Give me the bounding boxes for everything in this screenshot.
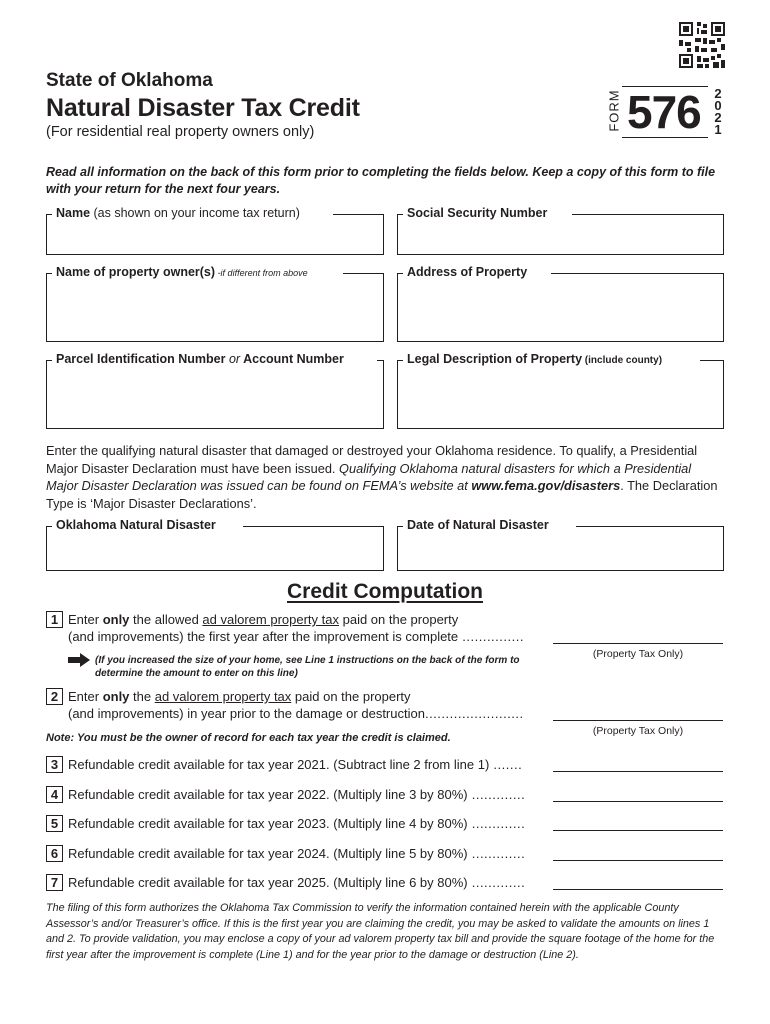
line-5-amount[interactable] xyxy=(553,830,723,831)
line-3-amount[interactable] xyxy=(553,771,723,772)
disaster-instructions: Enter the qualifying natural disaster that damaged or destroyed your Oklahoma residence. To qualify, a Presidential Major Disaster Declaration must have been issued. Qualifying Oklahoma natural disasters for which a Presidential Major Disaster Declaration was issued can be found on FEMA’s website at www.fema.gov/disasters. The Declaration Type is ‘Major Disaster Declarations’. xyxy=(46,443,718,511)
line-5-number: 5 xyxy=(46,815,63,832)
ssn-field[interactable] xyxy=(397,206,724,255)
owner-note: Note: You must be the owner of record for each tax year the credit is claimed. xyxy=(46,732,451,744)
line-2-number: 2 xyxy=(46,688,63,705)
line-7-number: 7 xyxy=(46,874,63,891)
property-address-field-label: Address of Property xyxy=(404,265,530,279)
disaster-date-field[interactable] xyxy=(397,518,724,571)
legal-description-field-label: Legal Description of Property (include county) xyxy=(404,352,665,366)
natural-disaster-field[interactable] xyxy=(46,518,384,571)
property-owner-field-label: Name of property owner(s) -if different from above xyxy=(53,265,311,279)
footer-authorization: The filing of this form authorizes the Oklahoma Tax Commission to verify the information contained herein with the applicable County Assessor’s and/or Treasurer’s office. If this is the first year you are claiming the credit, you may be asked to validate the amounts on lines 1 and 2. To provide validation, you may enclose a copy of your ad valorem property tax bill and provide the square footage of the home for the first year after the improvement is complete (Line 1) and for the year prior to the damage or destruction (Line 2). xyxy=(46,902,715,961)
legal-description-field[interactable] xyxy=(397,352,724,429)
form-subtitle: (For residential real property owners only) xyxy=(46,124,315,140)
natural-disaster-field-label: Oklahoma Natural Disaster xyxy=(53,518,219,532)
line-2-amount[interactable] xyxy=(553,720,723,721)
qr-code xyxy=(679,22,725,68)
intro-instructions: Read all information on the back of this form prior to completing the fields below. Keep a copy of this form to file with your return for the next four years. xyxy=(46,165,716,196)
form-word-label: FORM xyxy=(606,89,622,132)
line-1-number: 1 xyxy=(46,611,63,628)
name-field-label: Name (as shown on your income tax return) xyxy=(53,206,303,220)
ssn-field-label: Social Security Number xyxy=(404,206,550,220)
line-1-label: Enter only the allowed ad valorem property tax paid on the property xyxy=(68,612,459,627)
line-6-label: Refundable credit available for tax year 2024. (Multiply line 5 by 80%) ............. xyxy=(68,846,526,861)
line-6-number: 6 xyxy=(46,845,63,862)
line-4-number: 4 xyxy=(46,786,63,803)
property-owner-field[interactable] xyxy=(46,265,384,342)
arrow-right-icon xyxy=(68,653,90,667)
line-4-amount[interactable] xyxy=(553,801,723,802)
line-4-label: Refundable credit available for tax year 2022. (Multiply line 3 by 80%) ............. xyxy=(68,787,526,802)
line-2-note: (Property Tax Only) xyxy=(592,725,684,737)
line-5-label: Refundable credit available for tax year 2023. (Multiply line 4 by 80%) ............. xyxy=(68,816,526,831)
disaster-date-field-label: Date of Natural Disaster xyxy=(404,518,552,532)
line-2-label: Enter only the ad valorem property tax paid on the property xyxy=(68,689,411,704)
parcel-number-field-label: Parcel Identification Number or Account Number xyxy=(53,352,347,366)
name-field[interactable] xyxy=(46,206,384,255)
line-7-label: Refundable credit available for tax year 2025. (Multiply line 6 by 80%) ............. xyxy=(68,875,526,890)
line-1-amount[interactable] xyxy=(553,643,723,644)
state-name: State of Oklahoma xyxy=(46,70,213,91)
parcel-number-field[interactable] xyxy=(46,352,384,429)
line-7-amount[interactable] xyxy=(553,889,723,890)
credit-computation-heading: Credit Computation xyxy=(287,580,483,603)
form-year: 2 0 2 1 xyxy=(714,86,722,137)
line-3-number: 3 xyxy=(46,756,63,773)
form-number: 576 xyxy=(627,86,701,138)
form-title: Natural Disaster Tax Credit xyxy=(46,94,360,122)
line-2-label-cont: (and improvements) in year prior to the damage or destruction........................ xyxy=(68,706,524,721)
line-1-instruction: (If you increased the size of your home, see Line 1 instructions on the back of the form to determine the amount to enter on this line) xyxy=(95,655,520,679)
line-6-amount[interactable] xyxy=(553,860,723,861)
line-1-label-cont: (and improvements) the first year after the improvement is complete ............... xyxy=(68,629,524,644)
line-3-label: Refundable credit available for tax year 2021. (Subtract line 2 from line 1) ....... xyxy=(68,757,523,772)
line-1-note: (Property Tax Only) xyxy=(592,648,684,660)
property-address-field[interactable] xyxy=(397,265,724,342)
